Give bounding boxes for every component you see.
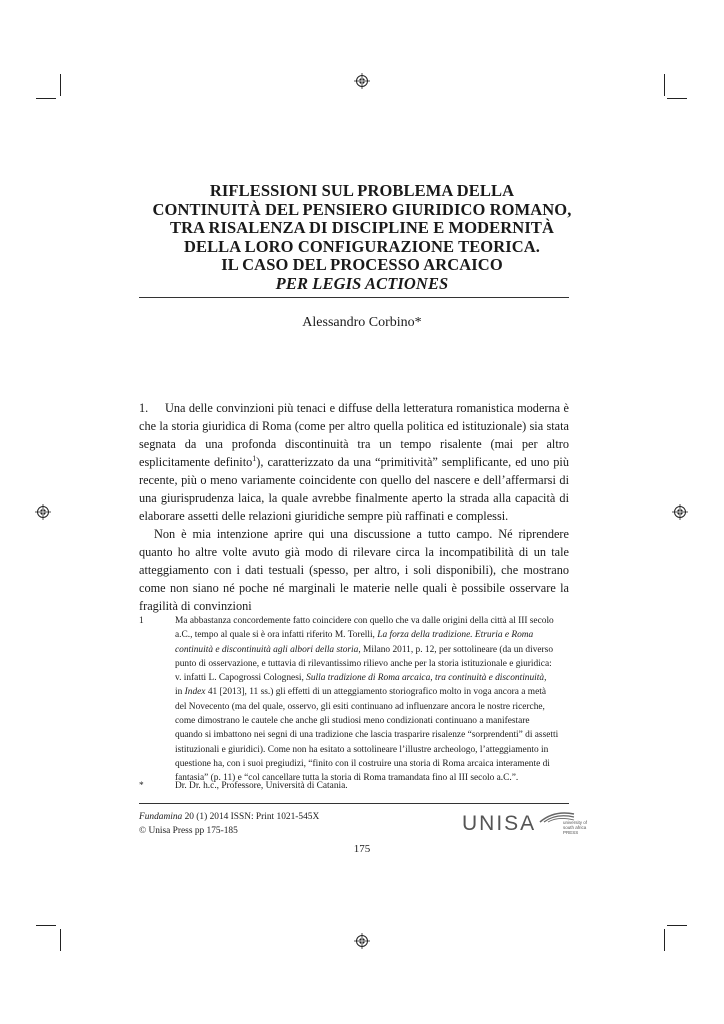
- title-line: RIFLESSIONI SUL PROBLEMA DELLA: [209, 181, 515, 200]
- title-rule: [139, 297, 569, 298]
- footnote-text: 41 [2013], 11 ss.) gli effetti di un atteggiamento storiografico molto in voga ancora a metà: [205, 687, 547, 698]
- crop-mark: [664, 929, 665, 951]
- crop-mark: [667, 98, 687, 99]
- section-number: 1.: [139, 401, 149, 415]
- footnote-line: come dimostrano le cautele che anche gli studiosi meno condizionati continuano a manifestare: [175, 716, 530, 727]
- cited-title: Sulla tradizione di Roma arcaica, tra continuità e discontinuità: [306, 673, 545, 684]
- crop-mark: [664, 74, 665, 96]
- cited-title: La forza della tradizione. Etruria e Roma: [377, 630, 534, 641]
- crop-mark: [36, 925, 56, 926]
- journal-info: [139, 811, 319, 838]
- cited-title: continuità e discontinuità agli albori della storia: [175, 644, 359, 655]
- journal-name: Fundamina: [139, 812, 183, 822]
- footnote-line: istituzionali e giuridici). Come non ha esitato a sottolineare l’illustre archeologo, l’atteggiamento in: [175, 744, 549, 755]
- body-text: [139, 399, 569, 615]
- footnote-line: [175, 643, 569, 657]
- crop-mark: [60, 929, 61, 951]
- footnote-line: Dr. Dr. h.c., Professore, Università di Catania.: [175, 781, 348, 791]
- registration-mark-icon: [354, 73, 370, 89]
- footnote-text: v. infatti L. Capogrossi Colognesi,: [175, 673, 307, 684]
- paragraph: [139, 399, 569, 525]
- paragraph: Non è mia intenzione aprire qui una discussione a tutto campo. Né riprendere quanto ho altre volte avuto già modo di rilevare circa la incompatibilità di un tale atteggiamento con i dati testuali (spesso, per altro, i soli disponibili), che mostrano come non siano né poche né marginali le materie nelle quali è possibile osservare la fragilità di convinzioni: [139, 527, 569, 613]
- footnote-line: [175, 671, 569, 685]
- unisa-logo: [462, 812, 588, 836]
- footnote-line: [175, 628, 569, 642]
- footnote-line: questione ha, con i suoi pregiudizi, “finito con il costruire una storia di Roma arcaica interamente di: [175, 758, 550, 769]
- journal-citation: [139, 811, 319, 825]
- footer-rule: [139, 803, 569, 804]
- footnote-line: del Novecento (ma del quale, osservo, gli esiti continuano ad influenzare ancora le nostre ricerche,: [175, 701, 545, 712]
- crop-mark: [60, 74, 61, 96]
- footnote-text: a.C., tempo al quale si è ora infatti riferito M. Torelli,: [175, 630, 378, 641]
- footnote-line: punto di osservazione, e tuttavia di rilevantissimo rilievo anche per la storia istituzionale e giuridica:: [175, 658, 552, 669]
- title-line: CONTINUITÀ DEL PENSIERO GIURIDICO ROMANO,: [152, 199, 572, 219]
- paragraph-text: ), caratterizzato da una “primitività” semplificante, ed uno più recente, più o meno variamente coincidente con quello del nascere e dell’affermarsi di una giurisprudenza laica, la quale avrebbe finalmente aperto la strada alla capacità di elaborare assetti delle relazioni giuridiche sempre più raffinati e complessi.: [139, 455, 569, 523]
- footnote-text: in: [175, 687, 185, 698]
- logo-caption: university of south africa PRESS: [563, 820, 588, 835]
- article-title: [120, 182, 604, 294]
- title-line: DELLA LORO CONFIGURAZIONE TEORICA.: [183, 236, 541, 256]
- footnote-mark: *: [139, 781, 144, 791]
- footnote-text: , Milano 2011, p. 12, per sottolineare (da un diverso: [358, 644, 554, 655]
- registration-mark-icon: [35, 504, 51, 520]
- footnote-line: fantasia” (p. 11) e “col cancellare tutta la storia di Roma tramandata fino al III secolo a.C.”.: [175, 773, 519, 784]
- press-info: © Unisa Press pp 175-185: [139, 825, 238, 836]
- page-number: 175: [353, 843, 371, 855]
- paragraph-text: Una delle convinzioni più tenaci e diffuse della letteratura romanistica moderna è che la storia giuridica di Roma (come per altro quella politica ed istituzionale) sia stata segnata da una profonda discontinuità tra un tempo risalente (mai per altro esplicitamente definito: [139, 401, 569, 469]
- footnote-ref[interactable]: 1: [252, 453, 257, 463]
- footnote-line: Ma abbastanza concordemente fatto coincidere con quello che va dalle origini della città al III secolo: [175, 616, 554, 626]
- footnote-mark: 1: [139, 616, 144, 626]
- registration-mark-icon: [354, 933, 370, 949]
- crop-mark: [36, 98, 56, 99]
- registration-mark-icon: [672, 504, 688, 520]
- footnote: [139, 614, 569, 786]
- author-footnote: [139, 779, 569, 793]
- footnote-line: [175, 685, 569, 699]
- footnote-line: quando si imbattono nei segni di una tradizione che lascia trasparire risalenze “sorprendenti” di assetti: [175, 730, 559, 741]
- crop-mark: [667, 925, 687, 926]
- title-line-italic: PER LEGIS ACTIONES: [275, 273, 449, 293]
- author-name: Alessandro Corbino*: [302, 315, 422, 330]
- title-line: IL CASO DEL PROCESSO ARCAICO: [221, 255, 503, 275]
- title-line: TRA RISALENZA DI DISCIPLINE E MODERNITÀ: [170, 218, 554, 238]
- logo-word: UNISA: [462, 812, 537, 835]
- journal-issue: 20 (1) 2014 ISSN: Print 1021-545X: [182, 812, 320, 822]
- footnote-text: ,: [544, 673, 547, 684]
- journal-name: Index: [184, 687, 206, 698]
